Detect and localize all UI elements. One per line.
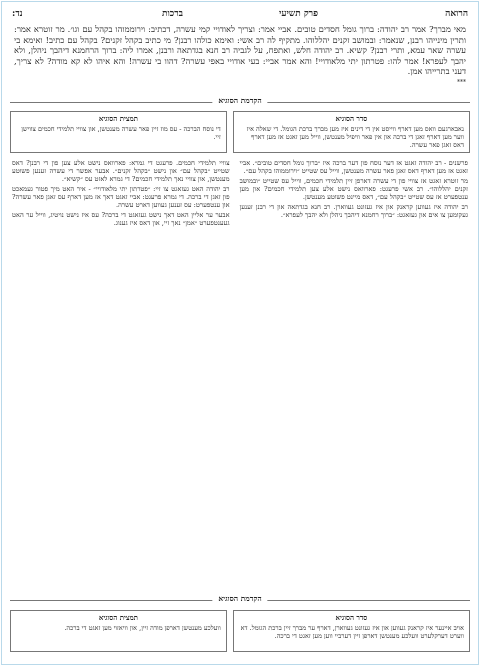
order-box-2-text: אויב איינער איז קראנק געווען און איז געזונט געווארן, דארף ער מברך זיין ברכת הגומל. דא ווערט דערקלערט וועלכע מענטשן דארפן זיין דערביי ווען מען זאגט די ברכה.: [240, 624, 464, 640]
commentary-paragraph: צוויי תלמידי חכמים. פרעגט די גמרא: פארוואס נישט אלע צען פון די רבנן? דאס שטייט ״בקהל עם״ און נישט ״בקהל זקנים״. אבער אפשר די עשרה זענען פשוטע מענטשן, און צוויי נאך תלמידי חכמים? די גמרא לאזט עס ״קשיא״.: [12, 158, 230, 183]
separator-mark: ***: [457, 78, 466, 86]
summary-box-2-text: וועלכע מענטשן דארפן מודה זיין, און וויאזוי מען זאגט די ברכה.: [64, 624, 221, 632]
commentary-paragraph: אבער ער אליין האט דאך נישט געזאגט די ברכה? עס איז נישט נויטיג, ווייל ער האט געענטפערט ״אמן״ נאך זיי, און דאס איז גענוג.: [12, 211, 230, 228]
intro-boxes-1: [10, 111, 470, 153]
summary-box-2-title: תמצית הסוגיא: [98, 613, 138, 622]
commentary-paragraph: רב יהודה האט געזאגט צו זיי: ״פטרתון יתי מלאודויי״ - איר האט מיך פטור געמאכט פון זאגן די ברכה. די גמרא פרעגט: אביי זאגט דאך אז מען דארף עס זאגן פאר עשרה? און ענטפערט: עס זענען געווען דארט עשרה.: [12, 184, 230, 209]
header-chapter-number: פרק תשיעי: [279, 9, 318, 19]
order-box-text: נאבארגעם וואס מען דארף ווייסט אין די דינים איז מען מברך ברכת הגומל. די שאלה איז ווער מען דארף זאגן די ברכה און אין פאר וויפיל מענטשן, ווייל מען זאגט אז מען דארף דאס זאגן פאר עשרה.: [246, 124, 464, 149]
section-title-2: [10, 594, 470, 606]
order-box-2: [233, 610, 470, 652]
page: [1, 1, 479, 665]
commentary-paragraph: פרשנים - רב יהודה זאגט אז דער נוסח פון דער ברכה איז ״ברוך גומל חסדים טובים״. אביי זאגט אז מען דארף דאס זאגן פאר עשרה מענטשן, ווייל עס שטייט ״וירוממוהו בקהל עם״.: [239, 158, 468, 175]
gemara-text: [14, 24, 466, 77]
order-box-title: סדר הסוגיא: [335, 113, 368, 123]
header-chapter-name: הרואה: [445, 9, 468, 19]
commentary-column-right: [240, 159, 468, 230]
commentary-columns: [12, 159, 468, 230]
section-title-text: הקדמת הסוגיא: [212, 96, 267, 105]
section-title-1: [10, 96, 470, 108]
summary-box-title: תמצית הסוגיא: [98, 113, 138, 123]
intro-boxes-2: [10, 610, 470, 652]
summary-box: [10, 111, 227, 153]
header-page-number: נד:: [12, 9, 23, 19]
order-box-2-title: סדר הסוגיא: [335, 613, 368, 622]
page-header: [12, 8, 468, 24]
gemara-paragraph: מאי מברך? אמר רב יהודה: ברוך גומל חסדים טובים. אביי אמר: וצריך לאודויי קמי עשרה, דכתיב: וירוממוהו בקהל עם וגו׳. מר זוטרא אמר: ותרין מינייהו רבנן, שנאמר: ובמושב זקנים יהללוהו. מתקיף לה רב אשי: ואימא כולהו רבנן? מי כתיב בקהל זקנים? בקהל עם כתיב! ואימא בי עשרה שאר עמא, ותרי רבנן? קשיא. רב יהודה חלש, ואתפח, על לגביה רב חנא בגדתאה ורבנן, אמרו ליה: ברוך הרחמנא דיהבך ניהלן, ולא יהבך לעפרא! אמר להו: פטרתון יתי מלאודויי! והא אמר אביי: בעי אודויי באפי עשרה? דהוו בי עשרה! והא איהו לא קא מודה? לא צריך, דעני בתרייהו אמן.: [14, 24, 466, 76]
summary-box-text: די נוסח הברכה - עס מוז זיין פאר עשרה מענטשן, און צוויי תלמידי חכמים צווישן זיי.: [21, 124, 221, 141]
section-title-text: הקדמת הסוגיא: [212, 594, 267, 603]
commentary-paragraph: רב יהודה איז געווען קראנק און איז געזונט געווארן. רב חנא בגדתאה און די רבנן זענען געקומען צו אים און געזאגט: ״ברוך רחמנא דיהבך ניהלן ולא יהבך לעפרא״.: [239, 202, 468, 220]
commentary-paragraph: מר זוטרא זאגט אז צוויי פון די עשרה דארפן זיין תלמידי חכמים, ווייל עס שטייט ״ובמושב זקנים יהללוהו״. רב אשי פרעגט: פארוואס נישט אלע צען תלמידי חכמים? און מען ענטפערט אז עס שטייט ״בקהל עם״, דאס מיינט פשוטע מענטשן.: [239, 176, 468, 201]
summary-box-2: [10, 610, 227, 652]
order-box: [233, 111, 470, 153]
commentary-column-left: [12, 159, 230, 230]
header-tractate: ברכות: [162, 9, 183, 19]
